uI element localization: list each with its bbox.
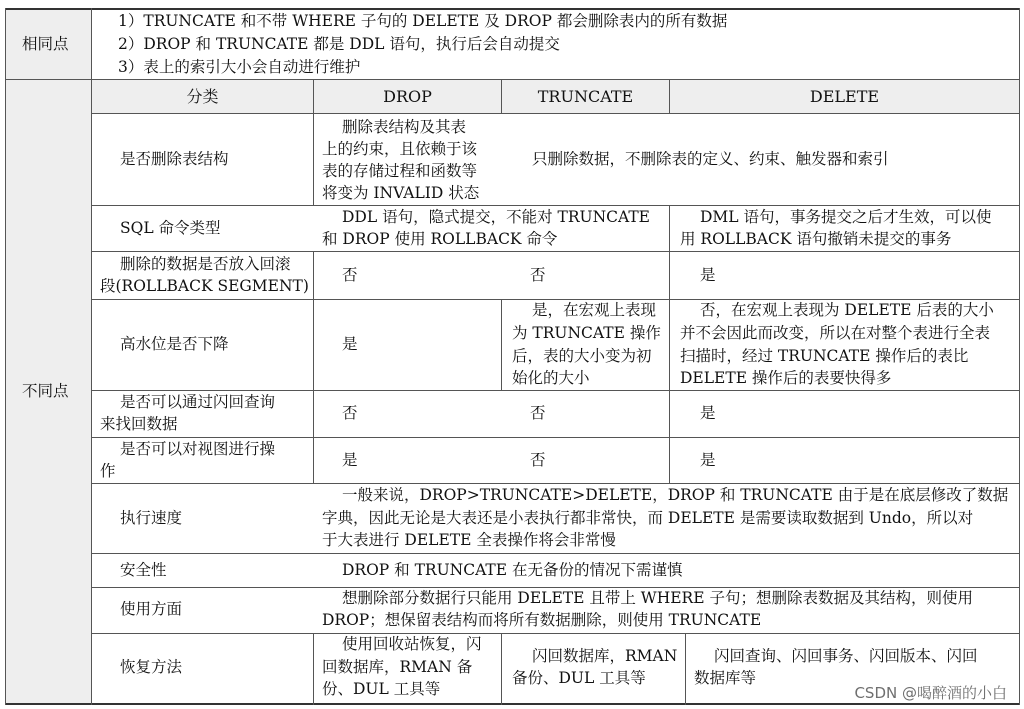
col-divider <box>313 633 314 705</box>
cell-all: 想删除部分数据行只能用 DELETE 且带上 WHERE 子句；想删除表数据及其结构，则使用 <box>342 589 973 607</box>
cell-drop: 将变为 INVALID 状态 <box>322 184 480 202</box>
cell-truncate: 为 TRUNCATE 操作 <box>512 324 661 342</box>
cell-drop: 否 <box>342 266 358 284</box>
cell-delete: 是 <box>700 266 716 284</box>
cell-drop: 回数据库，RMAN 备 <box>322 658 473 676</box>
header-delete: DELETE <box>809 87 880 106</box>
row-divider <box>91 633 1020 634</box>
cell-delete: DELETE 操作后的表要快得多 <box>680 369 892 387</box>
cell-drop: 份、DUL 工具等 <box>322 680 441 698</box>
cell-all: DROP 和 TRUNCATE 在无备份的情况下需谨慎 <box>342 561 683 579</box>
row-divider <box>91 113 1020 114</box>
cell-truncate: 是，在宏观上表现 <box>532 301 657 319</box>
diff-points-label: 不同点 <box>22 382 69 400</box>
table-border-bottom <box>5 703 1020 705</box>
cell-all: 字典，因此无论是大表还是小表执行都非常快，而 DELETE 是需要读取数据到 Undo，所以对 <box>322 509 974 527</box>
cell-delete: 闪回查询、闪回事务、闪回版本、闪回 <box>714 647 978 665</box>
table-border-right <box>1019 8 1020 705</box>
col-divider <box>685 633 686 705</box>
col-divider <box>313 251 314 483</box>
row-divider <box>91 251 1020 252</box>
row-category: 删除的数据是否放入回滚 <box>120 255 291 273</box>
same-point-item: 1）TRUNCATE 和不带 WHERE 子句的 DELETE 及 DROP 都会删除表内的所有数据 <box>118 12 728 30</box>
row-category: 恢复方法 <box>120 658 183 676</box>
cell-truncate: 备份、DUL 工具等 <box>512 669 646 687</box>
row-divider <box>5 79 1020 80</box>
row-category: 安全性 <box>120 561 167 579</box>
cell-delete: 用 ROLLBACK 语句撤销未提交的事务 <box>680 230 952 248</box>
row-category: SQL 命令类型 <box>120 219 221 237</box>
col-divider <box>501 299 502 390</box>
header-category: 分类 <box>186 87 219 106</box>
cell-truncate-delete: 只删除数据，不删除表的定义、约束、触发器和索引 <box>532 150 889 168</box>
cell-drop: 使用回收站恢复，闪 <box>342 635 482 653</box>
cell-delete: 数据库等 <box>694 669 757 687</box>
same-point-item: 3）表上的索引大小会自动进行维护 <box>118 58 361 76</box>
cell-delete: 否，在宏观上表现为 DELETE 后表的大小 <box>700 301 994 319</box>
cell-truncate: 后，表的大小变为初 <box>512 347 652 365</box>
cell-all: DROP；想保留表结构而将所有数据删除，则使用 TRUNCATE <box>322 611 762 629</box>
table-border-left <box>5 8 6 705</box>
cell-drop: 上的约束，且依赖于该 <box>322 140 478 158</box>
cell-drop: 删除表结构及其表 <box>342 118 467 136</box>
cell-all: 于大表进行 DELETE 全表操作将会非常慢 <box>322 531 616 549</box>
row-category: 是否可以对视图进行操 <box>120 440 276 458</box>
cell-drop: 是 <box>342 335 358 353</box>
cell-drop-truncate: 和 DROP 使用 ROLLBACK 命令 <box>322 230 558 248</box>
row-category: 段(ROLLBACK SEGMENT) <box>100 277 309 295</box>
same-point-item: 2）DROP 和 TRUNCATE 都是 DDL 语句，执行后会自动提交 <box>118 35 560 53</box>
col-divider <box>669 205 670 483</box>
cell-drop-truncate: DDL 语句，隐式提交，不能对 TRUNCATE <box>342 208 650 226</box>
header-truncate: TRUNCATE <box>537 87 634 106</box>
row-category: 高水位是否下降 <box>120 335 229 353</box>
watermark: CSDN @喝醉酒的小白 <box>851 682 1010 703</box>
row-divider <box>91 553 1020 554</box>
cell-delete: 并不会因此而改变，所以在对整个表进行全表 <box>680 324 991 342</box>
cell-truncate: 闪回数据库，RMAN <box>532 647 678 665</box>
row-category: 作 <box>100 462 116 480</box>
cell-drop: 否 <box>342 404 358 422</box>
cell-delete: 是 <box>700 451 716 469</box>
row-category: 是否可以通过闪回查询 <box>120 393 276 411</box>
col-divider <box>501 633 502 705</box>
cell-delete: 扫描时，经过 TRUNCATE 操作后的表比 <box>680 347 969 365</box>
cell-drop: 是 <box>342 451 358 469</box>
cell-delete: DML 语句，事务提交之后才生效，可以使 <box>700 208 992 226</box>
cell-all: 一般来说，DROP>TRUNCATE>DELETE，DROP 和 TRUNCATE 由于是在底层修改了数据 <box>342 486 1009 504</box>
header-drop: DROP <box>383 87 432 106</box>
row-category: 使用方面 <box>120 600 183 618</box>
row-category: 来找回数据 <box>100 415 178 433</box>
cell-truncate: 始化的大小 <box>512 369 590 387</box>
cell-drop: 表的存储过程和函数等 <box>322 162 478 180</box>
cell-delete: 是 <box>700 404 716 422</box>
same-points-label: 相同点 <box>22 35 69 53</box>
cell-truncate: 否 <box>530 451 546 469</box>
cell-truncate: 否 <box>530 266 546 284</box>
col-divider <box>91 8 92 705</box>
cell-truncate: 否 <box>530 404 546 422</box>
row-category: 是否删除表结构 <box>120 150 229 168</box>
row-category: 执行速度 <box>120 509 183 527</box>
